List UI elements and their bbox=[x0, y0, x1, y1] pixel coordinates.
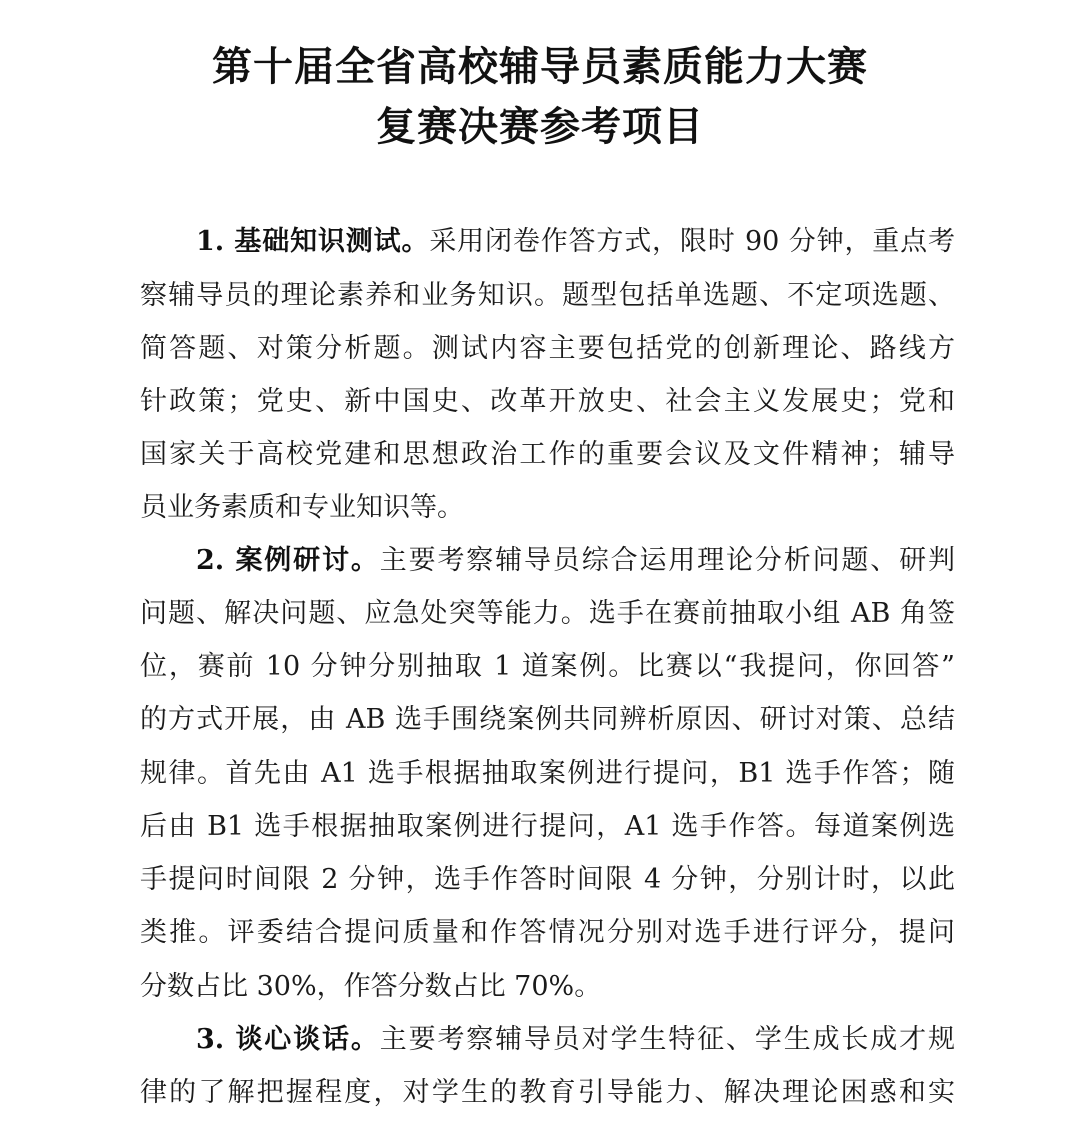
document-subtitle: 复赛决赛参考项目 bbox=[376, 103, 704, 150]
section-1-line-4: 针政策；党史、新中国史、改革开放史、社会主义发展史；党和 bbox=[140, 386, 955, 417]
section-3-line-1 bbox=[196, 1020, 955, 1060]
section-2-line-5: 规律。首先由 A1 选手根据抽取案例进行提问，B1 选手作答；随 bbox=[140, 758, 955, 789]
section-1-line-6: 员业务素质和专业知识等。 bbox=[140, 492, 464, 523]
section-1-line-3: 简答题、对策分析题。测试内容主要包括党的创新理论、路线方 bbox=[140, 333, 955, 364]
section-3-text: 主要考察辅导员对学生特征、学生成长成才规 bbox=[379, 1024, 956, 1055]
section-2-text: 主要考察辅导员综合运用理论分析问题、研判 bbox=[379, 545, 956, 576]
section-2-line-2: 问题、解决问题、应急处突等能力。选手在赛前抽取小组 AB 角签 bbox=[140, 598, 955, 629]
section-2-heading: 2. 案例研讨。 bbox=[196, 545, 380, 576]
section-1-line-5: 国家关于高校党建和思想政治工作的重要会议及文件精神；辅导 bbox=[140, 439, 955, 470]
section-2-line-4: 的方式开展，由 AB 选手围绕案例共同辨析原因、研讨对策、总结 bbox=[140, 704, 955, 735]
document-title: 第十届全省高校辅导员素质能力大赛 bbox=[212, 43, 868, 90]
section-3-heading: 3. 谈心谈话。 bbox=[196, 1024, 380, 1055]
section-2-line-8: 类推。评委结合提问质量和作答情况分别对选手进行评分，提问 bbox=[140, 917, 955, 948]
section-2-line-1 bbox=[196, 541, 955, 581]
section-2-line-3: 位，赛前 10 分钟分别抽取 1 道案例。比赛以“我提问，你回答” bbox=[140, 651, 955, 682]
section-1-line-2: 察辅导员的理论素养和业务知识。题型包括单选题、不定项选题、 bbox=[140, 280, 955, 311]
section-1-text: 采用闭卷作答方式，限时 90 分钟，重点考 bbox=[429, 226, 955, 257]
section-1-heading: 1. 基础知识测试。 bbox=[196, 226, 430, 257]
section-1-line-1 bbox=[196, 222, 955, 262]
section-2-line-6: 后由 B1 选手根据抽取案例进行提问，A1 选手作答。每道案例选 bbox=[140, 811, 955, 842]
section-2-line-7: 手提问时间限 2 分钟，选手作答时间限 4 分钟，分别计时，以此 bbox=[140, 864, 955, 895]
section-2-line-9: 分数占比 30%，作答分数占比 70%。 bbox=[140, 971, 602, 1002]
section-3-line-2: 律的了解把握程度，对学生的教育引导能力、解决理论困惑和实 bbox=[140, 1077, 955, 1108]
